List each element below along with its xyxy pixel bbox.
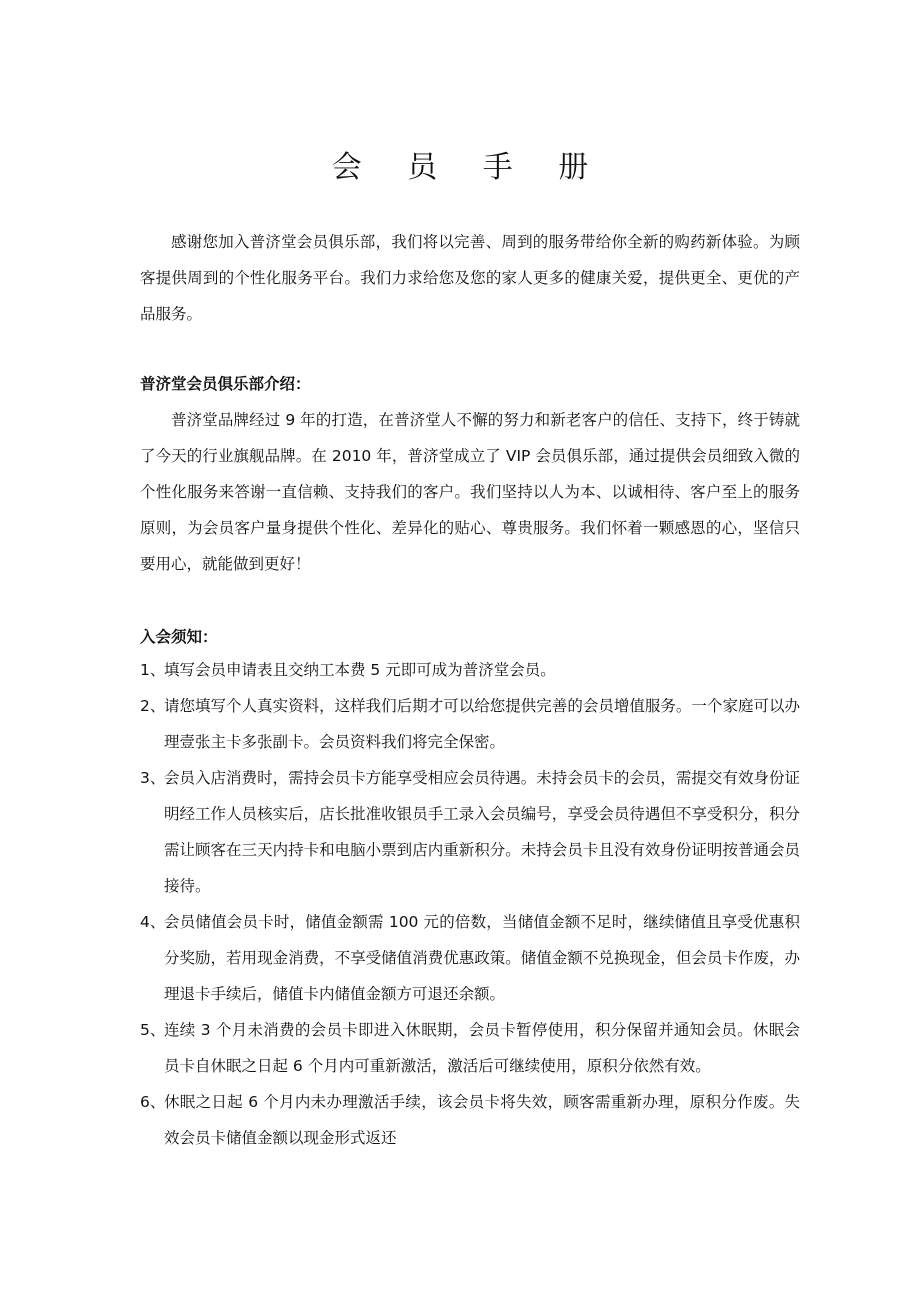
club-section-heading: 普济堂会员俱乐部介绍： (140, 375, 311, 393)
rule-text: 填写会员申请表且交纳工本费 5 元即可成为普济堂会员。 (164, 661, 556, 679)
rule-text: 会员入店消费时，需持会员卡方能享受相应会员待遇。未持会员卡的会员，需提交有效身份证明经工作人员核实后，店长批准收银员手工录入会员编号，享受会员待遇但不享受积分，积分需让顾客在三天内持卡和电脑小票到店内重新积分。未持会员卡且没有效身份证明按普通会员接待。 (164, 769, 800, 895)
document-title: 会 员 手 册 (331, 150, 607, 185)
rule-number: 2、 (140, 697, 166, 715)
rule-item-2 (140, 688, 800, 760)
rule-item-6 (140, 1084, 800, 1156)
rule-item-3 (140, 760, 800, 904)
rules-list (140, 652, 800, 1156)
rule-number: 3、 (140, 769, 166, 787)
rules-section-heading: 入会须知： (140, 628, 218, 646)
rule-item-4 (140, 904, 800, 1012)
club-section-paragraph: 普济堂品牌经过 9 年的打造，在普济堂人不懈的努力和新老客户的信任、支持下，终于铸就了今天的行业旗舰品牌。在 2010 年，普济堂成立了 VIP 会员俱乐部，通过提供会员细致入微的个性化服务来答谢一直信赖、支持我们的客户。我们坚持以人为本、以诚相待、客户至上的服务原则，为会员客户量身提供个性化、差异化的贴心、尊贵服务。我们怀着一颗感恩的心，坚信只要用心，就能做到更好！ (140, 411, 800, 573)
rule-number: 4、 (140, 913, 166, 931)
rule-text: 请您填写个人真实资料，这样我们后期才可以给您提供完善的会员增值服务。一个家庭可以办理壹张主卡多张副卡。会员资料我们将完全保密。 (164, 697, 800, 751)
rule-number: 6、 (140, 1093, 166, 1111)
rule-item-1 (140, 652, 800, 688)
rule-number: 1、 (140, 661, 166, 679)
intro-paragraph: 感谢您加入普济堂会员俱乐部，我们将以完善、周到的服务带给你全新的购药新体验。为顾客提供周到的个性化服务平台。我们力求给您及您的家人更多的健康关爱，提供更全、更优的产品服务。 (140, 233, 800, 323)
rule-text: 连续 3 个月未消费的会员卡即进入休眠期，会员卡暂停使用，积分保留并通知会员。休眠会员卡自休眠之日起 6 个月内可重新激活，激活后可继续使用，原积分依然有效。 (164, 1021, 800, 1075)
rule-text: 会员储值会员卡时，储值金额需 100 元的倍数，当储值金额不足时，继续储值且享受优惠积分奖励，若用现金消费，不享受储值消费优惠政策。储值金额不兑换现金，但会员卡作废，办理退卡手续后，储值卡内储值金额方可退还余额。 (164, 913, 800, 1003)
rule-item-5 (140, 1012, 800, 1084)
rule-text: 休眠之日起 6 个月内未办理激活手续，该会员卡将失效，顾客需重新办理，原积分作废。失效会员卡储值金额以现金形式返还 (164, 1093, 800, 1147)
rule-number: 5、 (140, 1021, 166, 1039)
